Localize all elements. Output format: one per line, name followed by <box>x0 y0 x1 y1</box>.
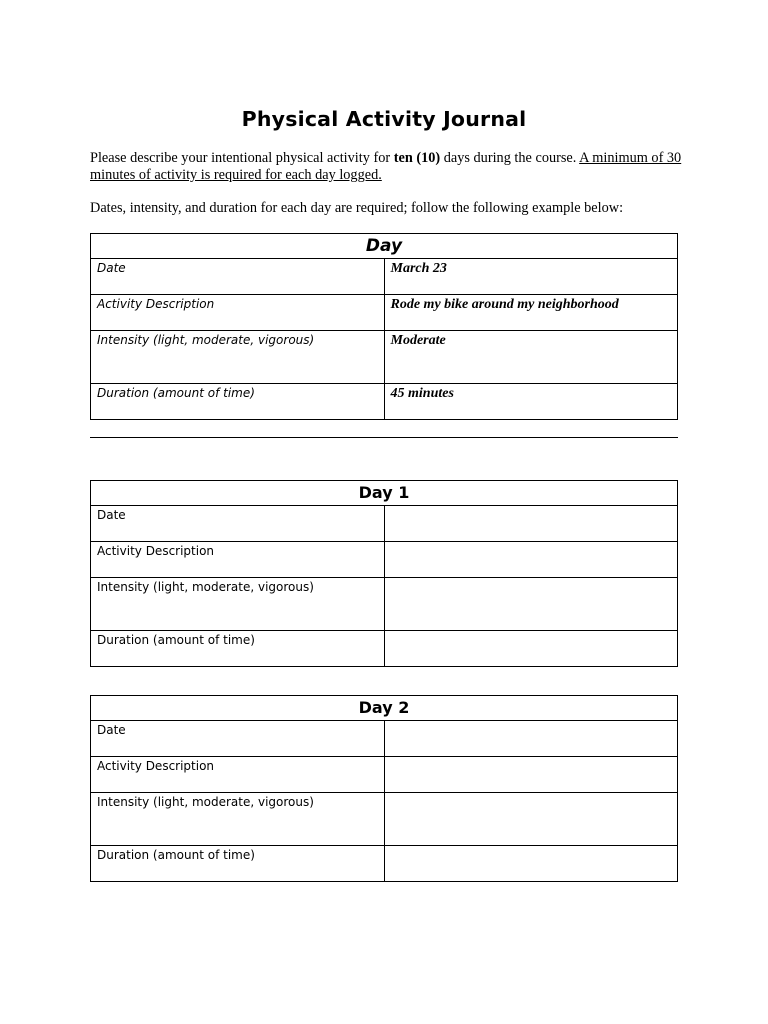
activity-description-entry-field[interactable] <box>384 757 678 793</box>
date-label: Date <box>91 721 385 757</box>
table-row <box>91 578 678 631</box>
duration-label: Duration (amount of time) <box>91 631 385 667</box>
day-2-table <box>90 695 678 882</box>
intensity-value: Moderate <box>384 331 678 384</box>
date-value: March 23 <box>384 259 678 295</box>
duration-entry-field[interactable] <box>384 631 678 667</box>
table-row <box>91 384 678 420</box>
intensity-label: Intensity (light, moderate, vigorous) <box>91 793 385 846</box>
table-row <box>91 295 678 331</box>
example-day-table <box>90 233 678 420</box>
date-entry-field[interactable] <box>384 721 678 757</box>
table-row <box>91 846 678 882</box>
activity-description-label: Activity Description <box>91 295 385 331</box>
activity-description-label: Activity Description <box>91 757 385 793</box>
table-row <box>91 259 678 295</box>
date-label: Date <box>91 259 385 295</box>
intro-text-after: days during the course. <box>440 150 580 166</box>
table-row <box>91 757 678 793</box>
intensity-entry-field[interactable] <box>384 578 678 631</box>
intro-text-before: Please describe your intentional physical activity for <box>90 150 394 166</box>
horizontal-divider <box>90 437 678 438</box>
table-row <box>91 331 678 384</box>
table-row <box>91 721 678 757</box>
table-row <box>91 793 678 846</box>
duration-value: 45 minutes <box>384 384 678 420</box>
day-1-table <box>90 480 678 667</box>
date-entry-field[interactable] <box>384 506 678 542</box>
table-row <box>91 506 678 542</box>
page-title: Physical Activity Journal <box>241 107 527 131</box>
duration-label: Duration (amount of time) <box>91 384 385 420</box>
activity-description-value: Rode my bike around my neighborhood <box>384 295 678 331</box>
intro-paragraph <box>90 150 690 184</box>
table-row <box>91 542 678 578</box>
example-table-header: Day <box>91 234 678 259</box>
day-2-header: Day 2 <box>91 696 678 721</box>
intensity-entry-field[interactable] <box>384 793 678 846</box>
activity-description-entry-field[interactable] <box>384 542 678 578</box>
duration-label: Duration (amount of time) <box>91 846 385 882</box>
intensity-label: Intensity (light, moderate, vigorous) <box>91 578 385 631</box>
duration-entry-field[interactable] <box>384 846 678 882</box>
instruction-paragraph: Dates, intensity, and duration for each day are required; follow the following example below: <box>90 200 624 216</box>
day-1-header: Day 1 <box>91 481 678 506</box>
activity-description-label: Activity Description <box>91 542 385 578</box>
intro-bold-count: ten (10) <box>393 150 441 166</box>
intro-requirement: A minimum of 30 minutes of activity is required for each day logged. <box>90 150 682 183</box>
table-row <box>91 631 678 667</box>
date-label: Date <box>91 506 385 542</box>
intensity-label: Intensity (light, moderate, vigorous) <box>91 331 385 384</box>
